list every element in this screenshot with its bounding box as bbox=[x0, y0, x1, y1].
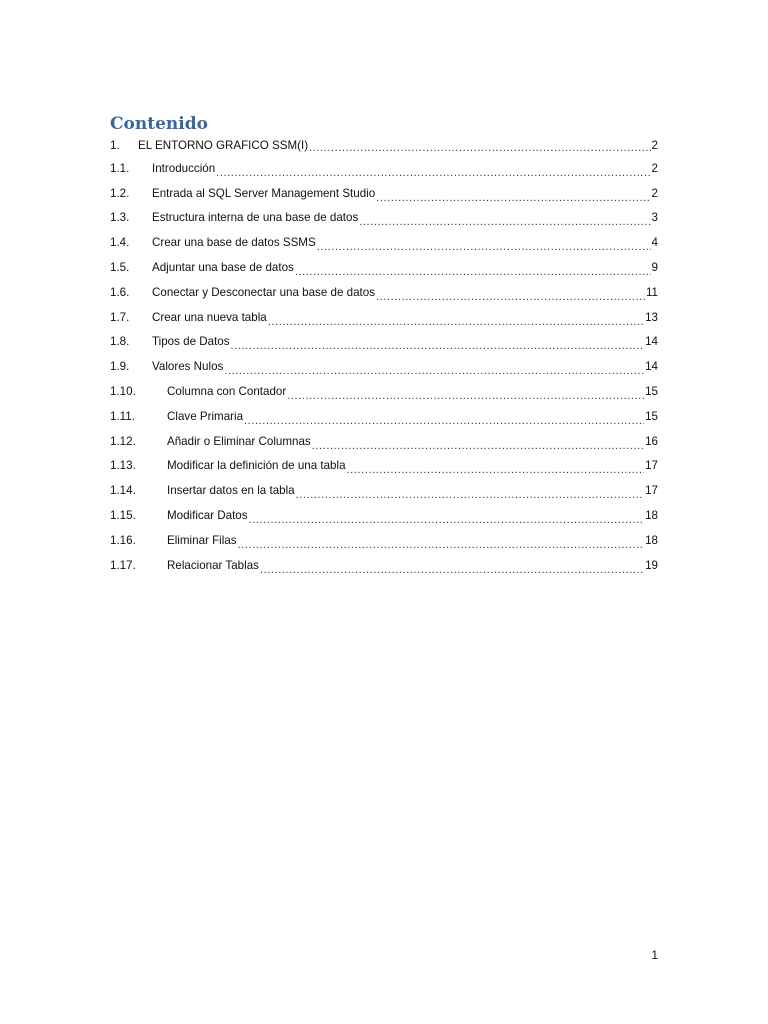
toc-entry[interactable] bbox=[110, 156, 658, 181]
toc-entry-page: 2 bbox=[651, 161, 658, 175]
toc-entry-title: Adjuntar una base de datos bbox=[152, 261, 294, 275]
page-number: 1 bbox=[651, 948, 658, 962]
toc-entry-number: 1.11. bbox=[110, 409, 135, 423]
toc-entry-page: 2 bbox=[651, 186, 658, 200]
toc-entry-title: Columna con Contador bbox=[167, 385, 287, 399]
toc-entry-title: Introducción bbox=[152, 161, 216, 175]
toc-entry[interactable] bbox=[110, 135, 658, 156]
toc-entry[interactable] bbox=[110, 230, 658, 255]
toc-entry-page: 15 bbox=[645, 385, 658, 399]
toc-entry-number: 1.10. bbox=[110, 385, 136, 399]
toc-entry-number: 1.13. bbox=[110, 459, 136, 473]
dot-leader bbox=[224, 365, 644, 379]
toc-entry-page: 17 bbox=[645, 484, 658, 498]
toc-entry[interactable] bbox=[110, 478, 658, 503]
toc-entry[interactable] bbox=[110, 354, 658, 379]
toc-entry-title: Conectar y Desconectar una base de datos bbox=[152, 285, 375, 299]
dot-leader bbox=[359, 216, 650, 230]
toc-entry-number: 1.14. bbox=[110, 484, 136, 498]
toc-entry-number: 1.1. bbox=[110, 161, 130, 175]
toc-entry[interactable] bbox=[110, 528, 658, 553]
dot-leader bbox=[312, 440, 644, 454]
dot-leader bbox=[347, 464, 645, 478]
toc-entry[interactable] bbox=[110, 181, 658, 206]
dot-leader bbox=[238, 539, 645, 553]
toc-entry-page: 9 bbox=[651, 261, 658, 275]
toc-entry-page: 19 bbox=[645, 558, 658, 572]
toc-entry-number: 1.6. bbox=[110, 285, 130, 299]
toc-entry-number: 1.8. bbox=[110, 335, 130, 349]
table-of-contents bbox=[110, 135, 658, 578]
toc-entry-number: 1.9. bbox=[110, 360, 130, 374]
toc-entry-page: 11 bbox=[645, 285, 658, 299]
dot-leader bbox=[249, 514, 645, 528]
toc-entry-number: 1.3. bbox=[110, 211, 130, 225]
toc-entry-title: Relacionar Tablas bbox=[167, 558, 259, 572]
dot-leader bbox=[244, 415, 644, 429]
dot-leader bbox=[231, 340, 645, 354]
toc-entry-page: 17 bbox=[645, 459, 658, 473]
toc-entry-number: 1.2. bbox=[110, 186, 130, 200]
toc-entry[interactable] bbox=[110, 255, 658, 280]
dot-leader bbox=[287, 390, 644, 404]
dot-leader bbox=[309, 142, 650, 156]
toc-entry-title: EL ENTORNO GRAFICO SSM(I) bbox=[138, 139, 309, 152]
toc-entry-title: Crear una nueva tabla bbox=[152, 310, 267, 324]
toc-entry-title: Valores Nulos bbox=[152, 360, 224, 374]
toc-entry-page: 18 bbox=[645, 533, 658, 547]
toc-entry[interactable] bbox=[110, 305, 658, 330]
toc-entry[interactable] bbox=[110, 503, 658, 528]
toc-heading: Contenido bbox=[110, 114, 208, 134]
toc-entry-number: 1. bbox=[110, 139, 120, 152]
toc-entry[interactable] bbox=[110, 404, 658, 429]
toc-entry[interactable] bbox=[110, 454, 658, 479]
toc-entry-number: 1.15. bbox=[110, 509, 136, 523]
toc-entry-title: Modificar la definición de una tabla bbox=[167, 459, 346, 473]
toc-entry-page: 3 bbox=[651, 211, 658, 225]
toc-entry-page: 18 bbox=[645, 509, 658, 523]
toc-entry-title: Eliminar Filas bbox=[167, 533, 237, 547]
dot-leader bbox=[216, 167, 650, 181]
toc-entry[interactable] bbox=[110, 379, 658, 404]
dot-leader bbox=[295, 266, 651, 280]
toc-entry-number: 1.4. bbox=[110, 236, 130, 250]
toc-entry-page: 13 bbox=[645, 310, 658, 324]
toc-entry-title: Estructura interna de una base de datos bbox=[152, 211, 359, 225]
toc-entry-number: 1.16. bbox=[110, 533, 136, 547]
toc-entry-title: Entrada al SQL Server Management Studio bbox=[152, 186, 376, 200]
toc-entry-number: 1.12. bbox=[110, 434, 136, 448]
toc-entry-title: Añadir o Eliminar Columnas bbox=[167, 434, 311, 448]
toc-entry-number: 1.7. bbox=[110, 310, 130, 324]
dot-leader bbox=[268, 316, 644, 330]
dot-leader bbox=[317, 241, 651, 255]
toc-entry[interactable] bbox=[110, 330, 658, 355]
toc-entry-number: 1.5. bbox=[110, 261, 130, 275]
toc-entry[interactable] bbox=[110, 206, 658, 231]
toc-entry-title: Modificar Datos bbox=[167, 509, 248, 523]
toc-entry-page: 14 bbox=[645, 360, 658, 374]
dot-leader bbox=[260, 564, 644, 578]
toc-entry-title: Clave Primaria bbox=[167, 409, 244, 423]
dot-leader bbox=[376, 291, 645, 305]
toc-entry-page: 4 bbox=[651, 236, 658, 250]
toc-entry-page: 2 bbox=[651, 139, 658, 152]
toc-entry-title: Tipos de Datos bbox=[152, 335, 230, 349]
toc-entry[interactable] bbox=[110, 553, 658, 578]
dot-leader bbox=[376, 192, 650, 206]
toc-entry-number: 1.17. bbox=[110, 558, 136, 572]
toc-entry-title: Crear una base de datos SSMS bbox=[152, 236, 316, 250]
dot-leader bbox=[296, 489, 644, 503]
toc-entry[interactable] bbox=[110, 280, 658, 305]
toc-entry-page: 16 bbox=[645, 434, 658, 448]
toc-entry-page: 15 bbox=[645, 409, 658, 423]
toc-entry-title: Insertar datos en la tabla bbox=[167, 484, 295, 498]
toc-entry[interactable] bbox=[110, 429, 658, 454]
toc-entry-page: 14 bbox=[645, 335, 658, 349]
